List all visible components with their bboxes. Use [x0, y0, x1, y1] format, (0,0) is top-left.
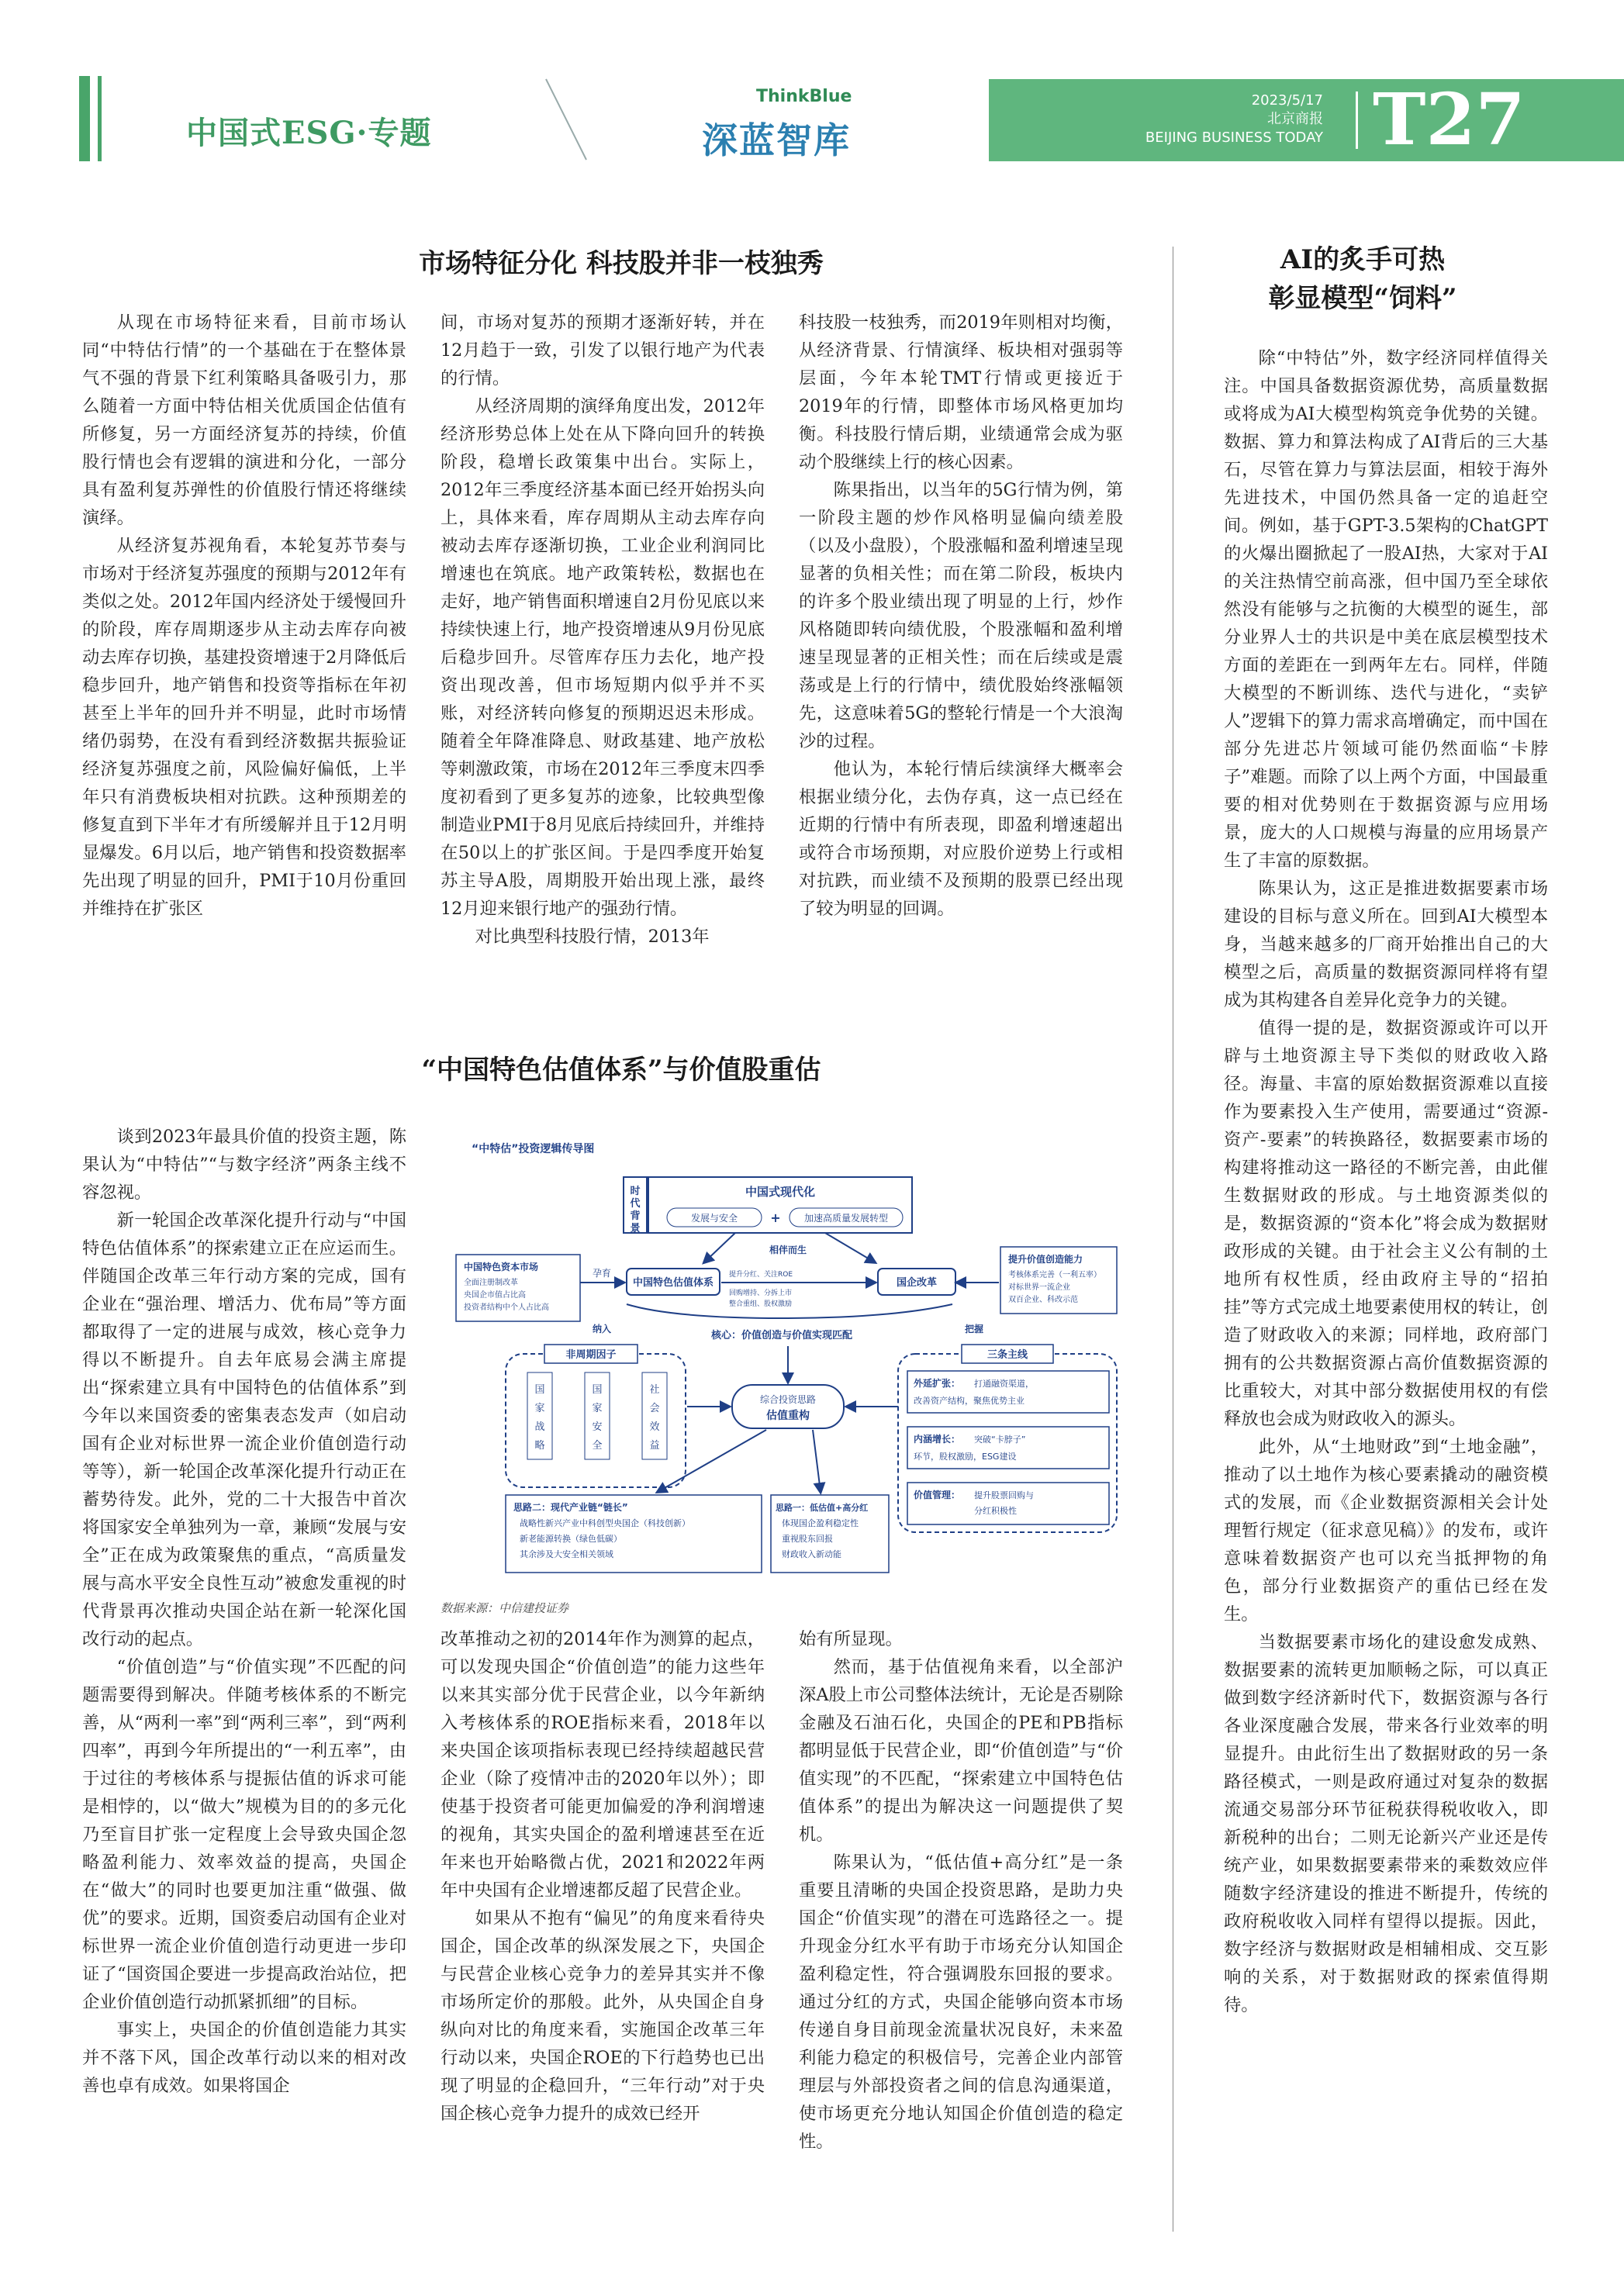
value-creation-line: 考核体系完善（一利五率） — [1008, 1271, 1101, 1279]
paragraph: 从经济复苏视角看，本轮复苏节奏与市场对于经济复苏强度的预期与2012年有类似之处。2012年国内经济处于缓慢回升的阶段，库存周期逐步从主动去库存向被动去库存切换，基建投资增速于2月降低后稳步回升，地产销售和投资等指标在年初甚至上半年的回升并不明显，此时市场情绪仍弱势，在没有看到经济数据共振验证经济复苏强度之前，风险偏好偏低，上半年只有消费板块相对抗跌。这种预期差的修复直到下半年才有所缓解并且于12月明显爆发。6月以后，地产销售和投资数据率先出现了明显的回升，PMI于10月份重回并维持在扩张区 — [82, 536, 406, 919]
incorporate-label: 纳入 — [593, 1324, 612, 1334]
path1-item: 体现国企盈利稳定性 — [782, 1518, 859, 1528]
era-label: 时代背景 — [630, 1186, 641, 1234]
paragraph: 事实上，央国企的价值创造能力其实并不落下风，国企改革行动以来的相对改善也卓有成效。如果将国企 — [82, 2020, 406, 2096]
issue-date: 2023/5/17 — [1251, 92, 1323, 109]
value-management-label: 价值管理： — [914, 1490, 961, 1500]
article2-col3 — [799, 1625, 1123, 2156]
header-divider-slash — [543, 76, 589, 163]
grasp-label: 把握 — [965, 1324, 984, 1334]
valuation-line: 整合重组、股权激励 — [729, 1300, 793, 1308]
vertical-label: 国家战略 — [534, 1384, 545, 1452]
comprehensive-label: 综合投资思路 — [759, 1394, 817, 1405]
value-management-text: 分红积极性 — [974, 1506, 1017, 1516]
paper-name-en: BEIJING BUSINESS TODAY — [1145, 129, 1323, 146]
paragraph: 科技股一枝独秀，而2019年则相对均衡，从经济背景、行情演绎、板块相对强弱等层面，今年本轮TMT行情或更接近于2019年的行情，即整体市场风格更加均衡。科技股行情后期，业绩通常会成为驱动个股继续上行的核心因素。 — [799, 312, 1123, 472]
paragraph: 他认为，本轮行情后续演绎大概率会根据业绩分化，去伪存真，这一点已经在近期的行情中有所表现，即盈利增速超出或符合市场预期，对应股价逆势上行或相对抗跌，而业绩不及预期的股票已经出现了较为明显的回调。 — [799, 759, 1123, 919]
diagram-title: “中特估”投资逻辑传导图 — [472, 1143, 595, 1155]
paragraph: 当数据要素市场化的建设愈发成熟、数据要素的流转更加顺畅之际，可以真正做到数字经济新时代下，数据资源与各行各业深度融合发展，带来各行业效率的明显提升。由此衍生出了数据财政的另一条路径模式，一则是政府通过对复杂的数据流通交易部分环节征税获得税收收入，即新税种的出台；二则无论新兴产业还是传统产业，如果数据要素带来的乘数效应伴随数字经济建设的推进不断提升，传统的政府税收收入同样有望得以提振。因此，数字经济与数据财政是相辅相成、交互影响的关系，对于数据财政的探索值得期待。 — [1224, 1632, 1548, 2015]
market-box-line: 央国企市值占比高 — [464, 1291, 526, 1300]
article3-headline-line2: 彰显模型“饲料” — [1268, 283, 1457, 314]
external-expansion-text: 打通融资渠道， — [974, 1379, 1034, 1389]
header-separator — [1356, 91, 1358, 149]
article3-body — [1224, 344, 1548, 2019]
header-date-block — [1145, 91, 1323, 147]
core-label: 核心：价值创造与价值实现匹配 — [710, 1330, 853, 1341]
arrow-era-to-valuation — [704, 1233, 735, 1262]
article1-col1 — [82, 309, 406, 923]
paragraph: 谈到2023年最具价值的投资主题，陈果认为“中特估”“与数字经济”两条主线不容忽视。 — [82, 1127, 406, 1203]
paragraph: 陈果认为，“低估值+高分红”是一条重要且清晰的央国企投资思路，是助力央国企“价值实现”的潜在可选路径之一。提升现金分红水平有助于市场充分认知国企盈利稳定性，符合强调股东回报的要求。通过分红的方式，央国企能够向资本市场传递自身目前现金流量状况良好，未来盈利能力稳定的积极信号，完善企业内部管理层与外部投资者之间的信息沟通渠道，使市场更充分地认知国企价值创造的稳定性。 — [799, 1852, 1123, 2152]
paragraph: 改革推动之初的2014年作为测算的起点，可以发现央国企“价值创造”的能力这些年以来其实部分优于民营企业，以今年新纳入考核体系的ROE指标来看，2018年以来央国企该项指标表现已经持续超越民营企业（除了疫情冲击的2020年以外）；即使基于投资者可能更加偏爱的净利润增速的视角，其实央国企的盈利增速甚至在近年来也开始略微占优，2021和2022年两年中央国有企业增速都反超了民营企业。 — [441, 1629, 765, 1901]
article2-col1 — [82, 1123, 406, 2100]
path1-item: 财政收入新动能 — [782, 1549, 841, 1559]
internal-growth-text: 环节，股权激励，ESG建设 — [914, 1452, 1017, 1462]
internal-growth-text: 突破“卡脖子” — [974, 1435, 1026, 1445]
arrow-era-to-reform — [825, 1233, 875, 1262]
masthead-bar-thick — [79, 76, 90, 161]
paragraph: 对比典型科技股行情，2013年 — [475, 927, 710, 947]
diagram-caption: 数据来源：中信建投证券 — [441, 1601, 569, 1615]
soe-reform-label: 国企改革 — [896, 1277, 938, 1289]
paragraph: 从经济周期的演绎角度出发，2012年经济形势总体上处在从下降向回升的转换阶段，稳增长政策集中出台。实际上，2012年三季度经济基本面已经开始拐头向上，具体来看，库存周期从主动去库存向被动去库存逐渐切换，工业企业利润同比增速也在筑底。地产政策转松，数据也在走好，地产销售面积增速自2月份见底以来持续快速上行，地产投资增速从9月份见底后稳步回升。尽管库存压力去化，地产投资出现改善，但市场短期内似乎并不买账，对经济转向修复的预期迟迟未形成。随着全年降准降息、财政基建、地产放松等刺激政策，市场在2012年三季度末四季度初看到了更多复苏的迹象，比较典型像制造业PMI于8月见底后持续回升，并维持在50以上的扩张区间。于是四季度开始复苏主导A股，周期股开始出现上涨，最终12月迎来银行地产的强劲行情。 — [441, 396, 765, 919]
path2-item: 战略性新兴产业中科创型央国企（科技创新） — [520, 1518, 690, 1528]
section-title: 中国式ESG·专题 — [186, 115, 432, 151]
paragraph: 值得一提的是，数据资源或许可以开辟与土地资源主导下类似的财政收入路径。海量、丰富的原始数据资源难以直接作为要素投入生产使用，需要通过“资源-资产-要素”的转换路径，数据要素市场的构建将推动这一路径的不断完善，由此催生数据财政的形成。与土地资源类似的是，数据资源的“资本化”将会成为数据财政形成的关键。由于社会主义公有制的土地所有权性质，经由政府主导的“招拍挂”等方式完成土地要素使用权的转让，创造了财政收入的来源；同样地，政府部门拥有的公共数据资源占高价值数据资源的比重较大，对其中部分数据使用权的有偿释放也会成为财政收入的源头。 — [1224, 1018, 1548, 1429]
value-creation-title: 提升价值创造能力 — [1008, 1254, 1083, 1265]
paragraph: 陈果指出，以当年的5G行情为例，第一阶段主题的炒作风格明显偏向绩差股（以及小盘股），个股涨幅和盈利增速呈现显著的负相关性；而在第二阶段，板块内的许多个股业绩出现了明显的上行，炒作风格随即转向绩优股，个股涨幅和盈利增速呈现显著的正相关性；而在后续或是震荡或是上行的行情中，绩优股始终涨幅领先，这意味着5G的整轮行情是一个大浪淘沙的过程。 — [799, 480, 1123, 751]
path2-item: 其余涉及大安全相关领域 — [520, 1549, 613, 1559]
article1-headline: 市场特征分化 科技股并非一枝独秀 — [419, 248, 824, 279]
market-box-line: 全面注册制改革 — [464, 1279, 518, 1287]
path2-title: 思路二：现代产业链“链长” — [513, 1502, 628, 1513]
value-management-text: 提升股票回购与 — [974, 1490, 1034, 1500]
path2-item: 新老能源转换（绿色低碳） — [520, 1534, 622, 1544]
valuation-line: 提升分红、关注ROE — [729, 1271, 793, 1279]
revaluation-label: 估值重构 — [766, 1410, 810, 1422]
article1-col2 — [441, 309, 765, 951]
modernization-label: 中国式现代化 — [745, 1185, 816, 1199]
brand-logo-en: ThinkBlue — [756, 87, 852, 106]
arrow-comp-to-path2 — [658, 1430, 766, 1492]
article1-col3 — [799, 309, 1123, 923]
path1-item: 重视股东回报 — [782, 1534, 833, 1544]
paper-name-zh: 北京商报 — [1267, 111, 1323, 127]
valuation-system-label: 中国特色估值体系 — [632, 1277, 714, 1289]
article2-headline: “中国特色估值体系”与价值股重估 — [421, 1055, 821, 1086]
page-number: T27 — [1373, 78, 1526, 161]
vertical-label: 国家安全 — [592, 1384, 603, 1452]
paragraph: 从现在市场特征来看，目前市场认同“中特估行情”的一个基础在于在整体景气不强的背景下红利策略具备吸引力，那么随着一方面中特估相关优质国企估值有所修复，另一方面经济复苏的持续，价值股行情也会有逻辑的演进和分化，一部分具有盈利复苏弹性的价值股行情还将继续演绎。 — [82, 312, 406, 528]
paragraph: 间，市场对复苏的预期才逐渐好转，并在12月趋于一致，引发了以银行地产为代表的行情。 — [441, 312, 765, 388]
paragraph: 此外，从“土地财政”到“土地金融”，推动了以土地作为核心要素撬动的融资模式的发展，而《企业数据资源相关会计处理暂行规定（征求意见稿）》的发布，或许意味着数据资产也可以充当抵押物的角色，部分行业数据资产的重估已经在发生。 — [1224, 1437, 1548, 1624]
vertical-label: 社会效益 — [649, 1384, 660, 1452]
article2-col2 — [441, 1625, 765, 2128]
three-lines-title: 三条主线 — [986, 1349, 1028, 1361]
arrow-comp-to-path1 — [813, 1430, 821, 1492]
plus-sign: + — [770, 1210, 781, 1225]
soe-valuation-logic-diagram — [441, 1138, 1131, 1596]
paragraph: 陈果认为，这正是推进数据要素市场建设的目标与意义所在。回到AI大模型本身，当越来越多的厂商开始推出自己的大模型之后，高质量的数据资源同样将有望成为其构建各自差异化竞争力的关键。 — [1224, 879, 1548, 1010]
paragraph: “价值创造”与“价值实现”不匹配的问题需要得到解决。伴随考核体系的不断完善，从“两利一率”到“两利三率”，到“两利四率”，再到今年所提出的“一利五率”，由于过往的考核体系与提振估值的诉求可能是相悖的，以“做大”规模为目的的多元化乃至盲目扩张一定程度上会导致央国企忽略盈利能力、效率效益的提高，央国企在“做大”的同时也要更加注重“做强、做优”的要求。近期，国资委启动国有企业对标世界一流企业价值创造行动更进一步印证了“国资国企要进一步提高政治站位，把企业价值创造行动抓紧抓细”的目标。 — [82, 1657, 406, 2012]
promote-label: 孕育 — [593, 1268, 612, 1279]
external-expansion-text: 改善资产结构，聚焦优势主业 — [914, 1396, 1025, 1406]
paragraph: 新一轮国企改革深化提升行动与“中国特色估值体系”的探索建立正在应运而生。伴随国企改革三年行动方案的完成，国有企业在“强治理、增活力、优布局”等方面都取得了一定的进展与成效，核心竞争力得以不断提升。自去年底易会满主席提出“探索建立具有中国特色的估值体系”到今年以来国资委的密集表态发声（如启动国有企业对标世界一流企业价值创造行动等等），新一轮国企改革深化提升行动正在蓄势待发。此外，党的二十大报告中首次将国家安全单独列为一章，兼顾“发展与安全”正在成为政策聚焦的重点，“高质量发展与高水平安全良性互动”被愈发重视的时代背景再次推动央国企站在新一轮深化国改行动的起点。 — [82, 1210, 406, 1649]
mutual-label: 相伴而生 — [769, 1245, 807, 1255]
dev-security-label: 发展与安全 — [690, 1213, 738, 1224]
market-box-title: 中国特色资本市场 — [464, 1262, 539, 1272]
market-box-line: 投资者结构中个人占比高 — [464, 1303, 549, 1312]
value-creation-line: 对标世界一流企业 — [1008, 1283, 1070, 1292]
internal-growth-label: 内涵增长： — [914, 1434, 961, 1445]
value-creation-line: 双百企业、科改示范 — [1008, 1296, 1078, 1304]
accelerate-label: 加速高质量发展转型 — [803, 1213, 889, 1224]
article3-headline-line1: AI的炙手可热 — [1280, 244, 1446, 275]
external-expansion-label: 外延扩张： — [914, 1378, 961, 1389]
paragraph: 然而，基于估值视角来看，以全部沪深A股上市公司整体法统计，无论是否剔除金融及石油石化，央国企的PE和PB指标都明显低于民营企业，即“价值创造”与“价值实现”的不匹配，“探索建立中国特色估值体系”的提出为解决这一问题提供了契机。 — [799, 1657, 1123, 1845]
paragraph: 如果从不抱有“偏见”的角度来看待央国企，国企改革的纵深发展之下，央国企与民营企业核心竞争力的差异其实并不像市场所定价的那般。此外，从央国企自身纵向对比的角度来看，实施国企改革三年行动以来，央国企ROE的下行趋势也已出现了明显的企稳回升，“三年行动”对于央国企核心竞争力提升的成效已经开 — [441, 1908, 765, 2124]
paragraph: 始有所显现。 — [799, 1629, 903, 1649]
article3-headline — [1201, 240, 1525, 318]
valuation-line: 回购增持、分拆上市 — [729, 1290, 793, 1297]
non-cyclical-title: 非周期因子 — [565, 1349, 617, 1361]
masthead-bar-thin — [98, 76, 102, 161]
paragraph: 除“中特估”外，数字经济同样值得关注。中国具备数据资源优势，高质量数据或将成为AI大模型构筑竞争优势的关键。数据、算力和算法构成了AI背后的三大基石，尽管在算力与算法层面，相较于海外先进技术，中国仍然具备一定的追赶空间。例如，基于GPT-3.5架构的ChatGPT的火爆出圈掀起了一股AI热，大家对于AI的关注热情空前高涨，但中国乃至全球依然没有能够与之抗衡的大模型的诞生，部分业界人士的共识是中美在底层模型技术方面的差距在一到两年左右。同样，伴随大模型的不断训练、迭代与进化，“卖铲人”逻辑下的算力需求高增确定，而中国在部分先进芯片领域可能仍然面临“卡脖子”难题。而除了以上两个方面，中国最重要的相对优势则在于数据资源与应用场景，庞大的人口规模与海量的应用场景产生了丰富的原数据。 — [1224, 348, 1548, 871]
path1-title: 思路一：低估值+高分红 — [776, 1503, 869, 1513]
brand-logo-zh: 深蓝智库 — [702, 119, 851, 161]
